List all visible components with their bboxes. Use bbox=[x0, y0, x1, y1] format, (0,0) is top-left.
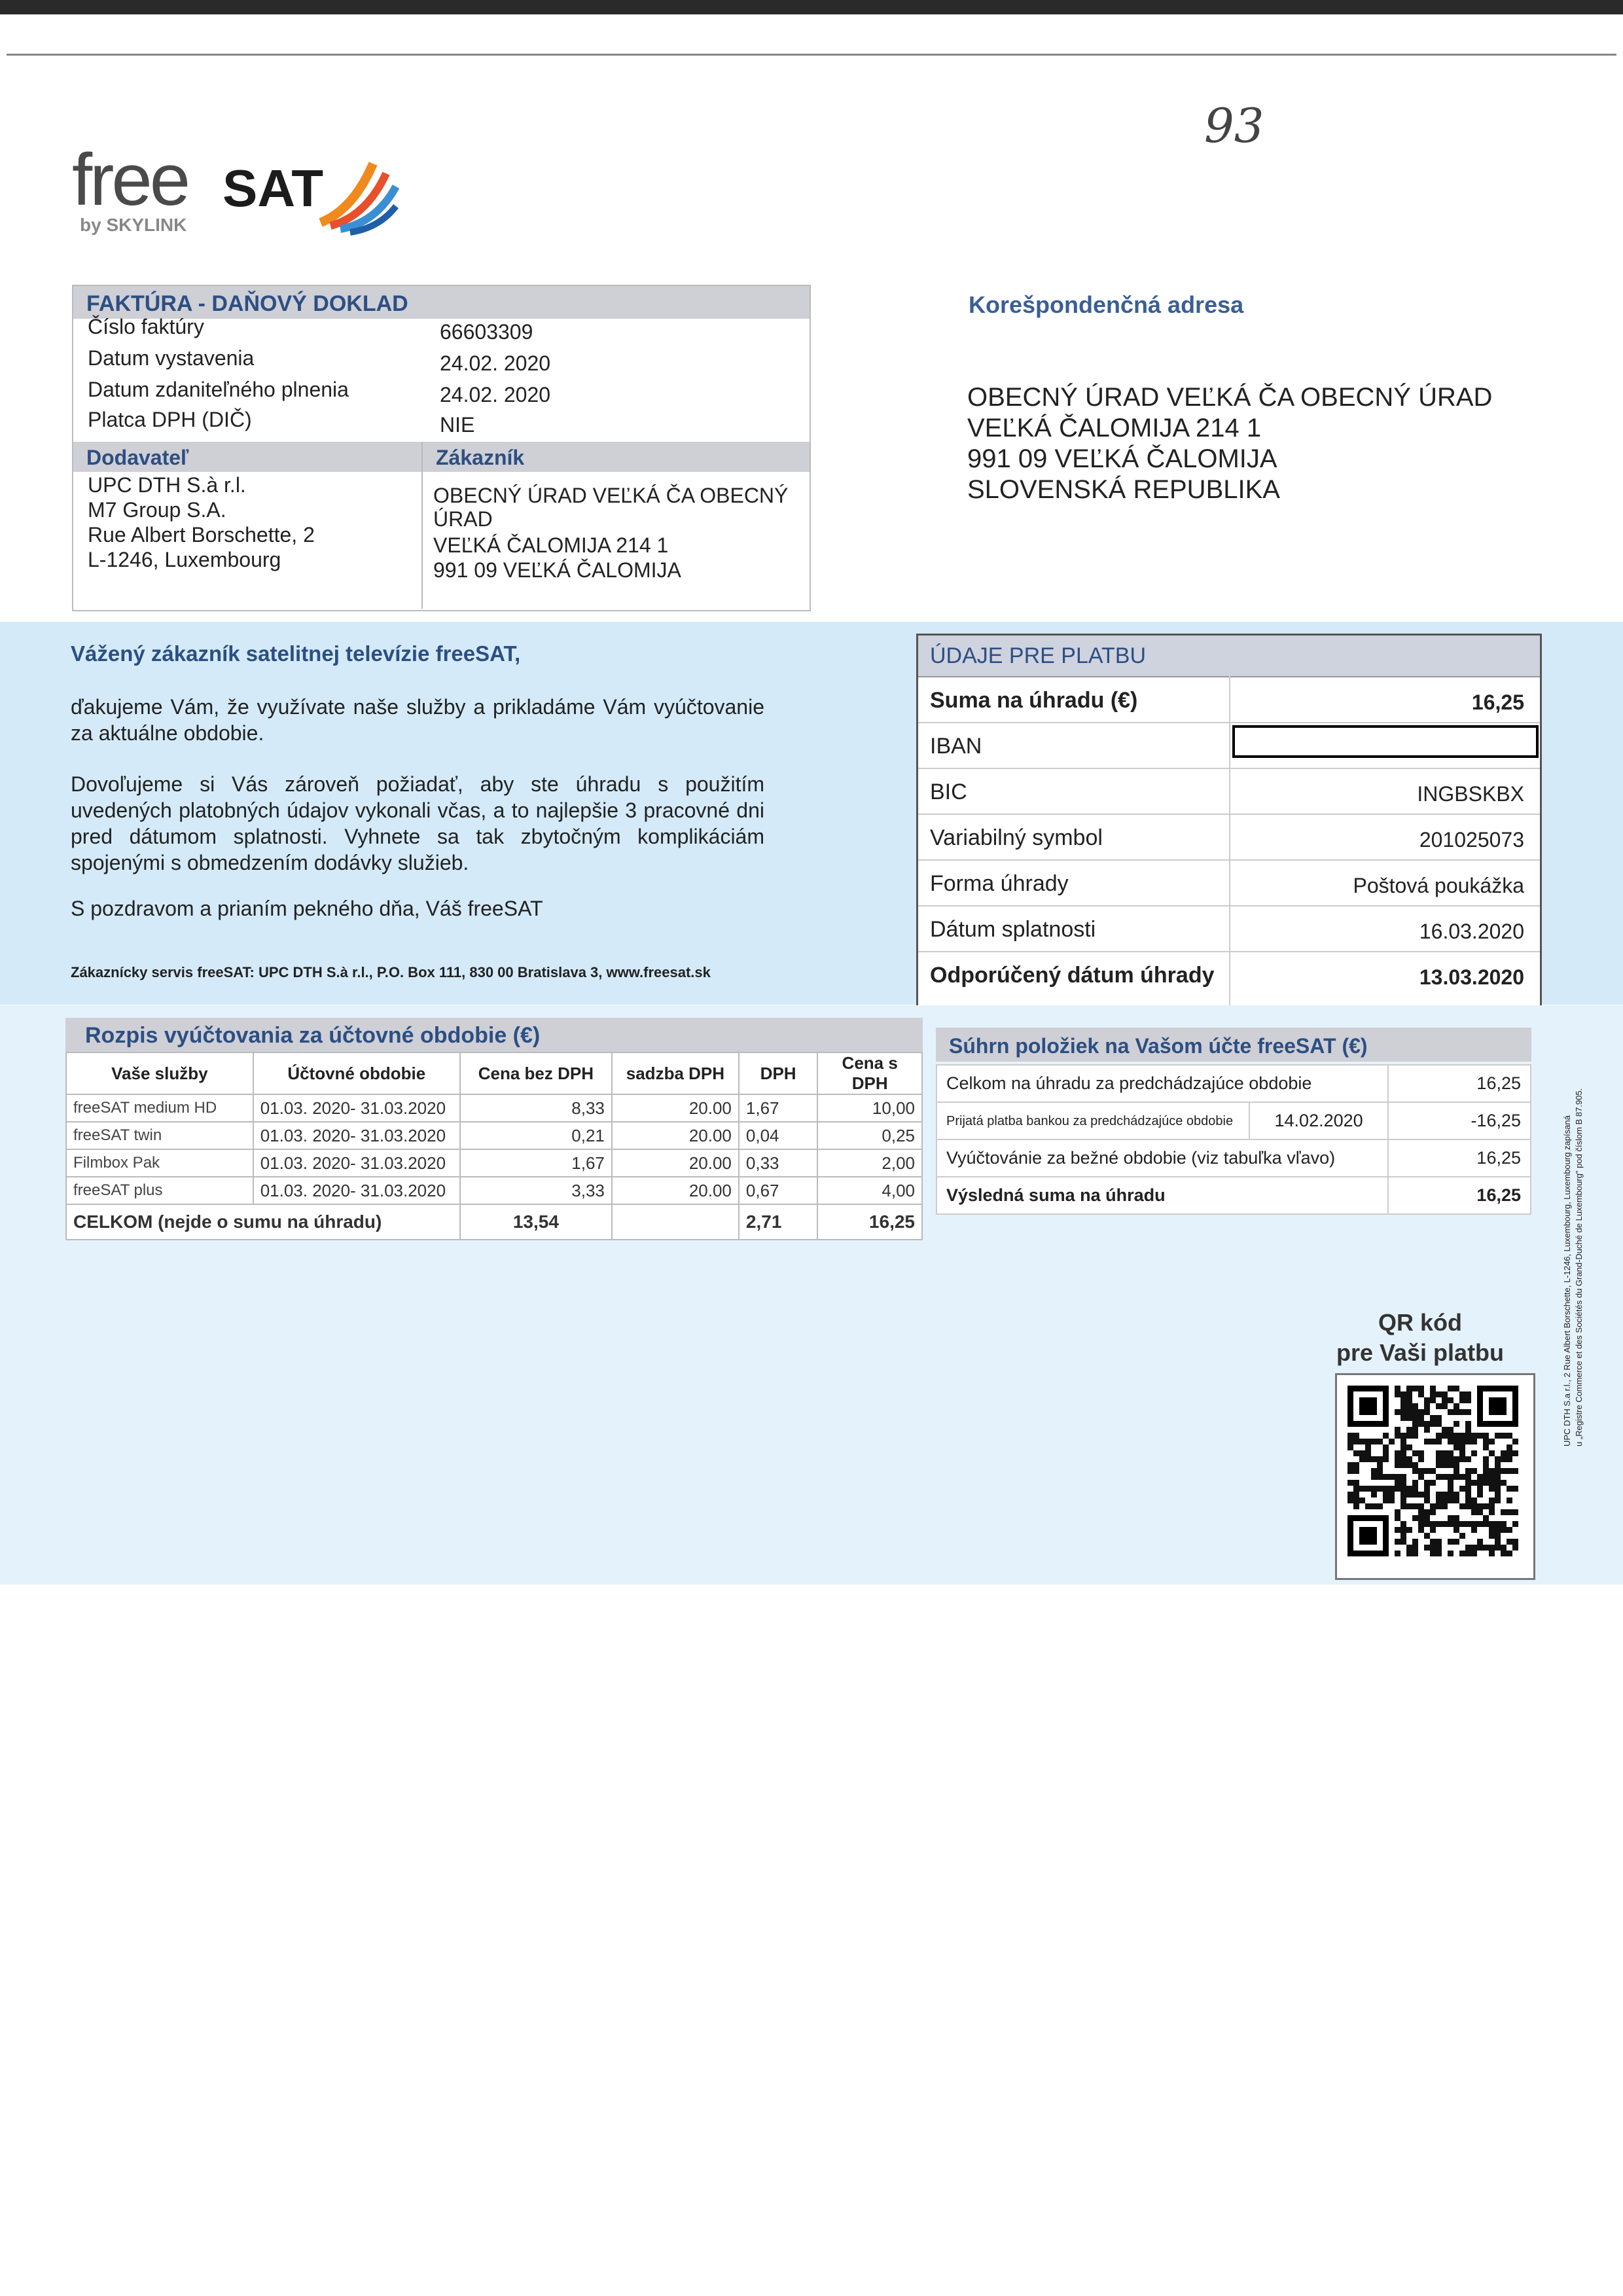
summary-value: 16,25 bbox=[1388, 1065, 1531, 1102]
qr-code bbox=[1335, 1373, 1535, 1580]
price-net: 1,67 bbox=[460, 1149, 612, 1177]
invoice-number-label: Číslo faktúry bbox=[88, 315, 204, 338]
payment-header bbox=[918, 636, 1540, 677]
payment-row-amount bbox=[918, 676, 1540, 723]
payment-label: Variabilný symbol bbox=[930, 825, 1103, 850]
payment-title: ÚDAJE PRE PLATBU bbox=[930, 643, 1147, 668]
service-name: freeSAT plus bbox=[66, 1177, 253, 1204]
vat-amount: 0,33 bbox=[739, 1149, 817, 1177]
customer-title: Zákazník bbox=[436, 446, 525, 469]
correspondence-line: 991 09 VEĽKÁ ČALOMIJA bbox=[967, 444, 1277, 473]
column-header: Účtovné obdobie bbox=[253, 1052, 460, 1094]
payment-box bbox=[916, 634, 1542, 1009]
customer-header bbox=[423, 442, 810, 472]
handwritten-note: 93 bbox=[1204, 98, 1264, 153]
customer-line: VEĽKÁ ČALOMIJA 214 1 bbox=[433, 533, 669, 557]
breakdown-title: Rozpis vyúčtovania za účtovné obdobie (€) bbox=[85, 1023, 541, 1048]
issue-date-label: Datum vystavenia bbox=[88, 346, 255, 370]
supplier-line: L-1246, Luxembourg bbox=[88, 548, 281, 571]
price-net: 3,33 bbox=[460, 1177, 612, 1204]
payment-label: IBAN bbox=[930, 734, 982, 759]
table-row bbox=[936, 1177, 1531, 1214]
vat-rate: 20.00 bbox=[612, 1177, 739, 1204]
column-header: Cena s DPH bbox=[817, 1052, 922, 1094]
customer-line: 991 09 VEĽKÁ ČALOMIJA bbox=[433, 558, 681, 582]
total-vat: 2,71 bbox=[739, 1204, 817, 1240]
payment-label: Dátum splatnosti bbox=[930, 917, 1096, 942]
summary-label: Prijatá platba bankou za predchádzajúce obdobie bbox=[936, 1102, 1249, 1139]
billing-period: 01.03. 2020- 31.03.2020 bbox=[253, 1149, 460, 1177]
billing-period: 01.03. 2020- 31.03.2020 bbox=[253, 1122, 460, 1149]
taxable-date-value: 24.02. 2020 bbox=[440, 383, 551, 406]
qr-title-line: QR kód bbox=[1378, 1309, 1462, 1336]
correspondence-line: VEĽKÁ ČALOMIJA 214 1 bbox=[967, 414, 1262, 442]
summary-label: Výsledná suma na úhradu bbox=[936, 1177, 1388, 1214]
payment-row-recommended-date bbox=[918, 951, 1540, 997]
scan-line bbox=[7, 54, 1616, 56]
taxable-date-label: Datum zdaniteľného plnenia bbox=[88, 378, 349, 401]
logo-by-text: by SKYLINK bbox=[80, 215, 187, 235]
scan-top-edge bbox=[0, 0, 1623, 14]
vat-amount: 1,67 bbox=[739, 1094, 817, 1122]
payment-label: Odporúčený dátum úhrady bbox=[930, 963, 1215, 988]
summary-table bbox=[936, 1064, 1531, 1215]
freesat-logo bbox=[72, 137, 347, 249]
table-row bbox=[66, 1094, 922, 1122]
qr-title-line: pre Vaši platbu bbox=[1336, 1339, 1505, 1366]
correspondence-title: Korešpondenčná adresa bbox=[969, 291, 1244, 318]
supplier-customer-divider bbox=[421, 442, 423, 609]
invoice-number-value: 66603309 bbox=[440, 320, 533, 344]
supplier-header bbox=[73, 442, 421, 472]
payment-value: 16.03.2020 bbox=[1419, 920, 1524, 943]
customer-line: ÚRAD bbox=[433, 507, 493, 531]
legal-side-line: UPC DTH S.a r.l., 2 Rue Albert Borschette, L-1246, Luxembourg, Luxembourg zapísaná bbox=[1562, 1115, 1572, 1446]
summary-value: 16,25 bbox=[1388, 1177, 1531, 1214]
logo-free-text: free bbox=[72, 139, 188, 221]
payment-row-iban bbox=[918, 722, 1540, 769]
payment-value: 13.03.2020 bbox=[1419, 965, 1524, 989]
letter-closing: S pozdravom a prianím pekného dňa, Váš freeSAT bbox=[71, 897, 543, 920]
payment-row-bic bbox=[918, 768, 1540, 815]
price-gross: 10,00 bbox=[817, 1094, 922, 1122]
vat-rate: 20.00 bbox=[612, 1149, 739, 1177]
qr-title bbox=[1335, 1308, 1505, 1368]
payment-label: Forma úhrady bbox=[930, 871, 1069, 896]
correspondence-line: OBECNÝ ÚRAD VEĽKÁ ČA OBECNÝ ÚRAD bbox=[967, 383, 1493, 412]
billing-period: 01.03. 2020- 31.03.2020 bbox=[253, 1094, 460, 1122]
letter-greeting: Vážený zákazník satelitnej televízie freeSAT, bbox=[71, 641, 521, 666]
billing-period: 01.03. 2020- 31.03.2020 bbox=[253, 1177, 460, 1204]
summary-date: 14.02.2020 bbox=[1249, 1102, 1388, 1139]
payment-row-due-date bbox=[918, 905, 1540, 952]
invoice-title: FAKTÚRA - DAŇOVÝ DOKLAD bbox=[86, 291, 408, 316]
payment-value: Poštová poukážka bbox=[1353, 874, 1524, 897]
breakdown-table bbox=[65, 1052, 923, 1240]
letter-paragraph-1: ďakujeme Vám, že využívate naše služby a prikladáme Vám vyúčtovanie za aktuálne obdobie. bbox=[71, 695, 764, 745]
qr-code-icon bbox=[1337, 1375, 1529, 1574]
price-gross: 4,00 bbox=[817, 1177, 922, 1204]
table-row bbox=[66, 1149, 922, 1177]
payment-value: INGBSKBX bbox=[1417, 782, 1524, 806]
table-total-row bbox=[66, 1204, 922, 1240]
column-header: Vaše služby bbox=[66, 1052, 253, 1094]
customer-line: OBECNÝ ÚRAD VEĽKÁ ČA OBECNÝ bbox=[433, 484, 789, 507]
legal-side-text bbox=[1561, 988, 1585, 1446]
service-name: freeSAT twin bbox=[66, 1122, 253, 1149]
invoice-title-bar bbox=[73, 286, 810, 319]
table-row bbox=[936, 1065, 1531, 1102]
vat-amount: 0,67 bbox=[739, 1177, 817, 1204]
breakdown-header bbox=[65, 1018, 923, 1052]
iban-redaction-box bbox=[1232, 725, 1539, 758]
letter-paragraph-2: Dovoľujeme si Vás zároveň požiadať, aby ste úhradu s použitím uvedených platobných údajov vykonali včas, a to najlepšie 3 pracovné dni pred dátumom splatnosti. Vyhnete sa tak zbytočným komplikáciám spojenými s obmedzením dodávky služieb. bbox=[71, 772, 764, 874]
legal-side-line: u „Registre Commerce et des Sociétés du Grand-Duché de Luxembourg" pod číslom B 87.905. bbox=[1574, 1088, 1584, 1446]
column-header: Cena bez DPH bbox=[460, 1052, 612, 1094]
total-label: CELKOM (nejde o sumu na úhradu) bbox=[66, 1204, 460, 1240]
total-net: 13,54 bbox=[460, 1204, 612, 1240]
summary-header bbox=[936, 1028, 1531, 1062]
price-gross: 2,00 bbox=[817, 1149, 922, 1177]
payment-row-method bbox=[918, 859, 1540, 906]
price-net: 8,33 bbox=[460, 1094, 612, 1122]
payment-value: 201025073 bbox=[1419, 828, 1524, 852]
vat-payer-value: NIE bbox=[440, 413, 475, 437]
issue-date-value: 24.02. 2020 bbox=[440, 351, 551, 375]
invoice-box bbox=[72, 285, 811, 611]
summary-value: -16,25 bbox=[1388, 1102, 1531, 1139]
vat-payer-label: Platca DPH (DIČ) bbox=[88, 408, 252, 431]
logo-swirl-icon bbox=[314, 151, 399, 236]
supplier-line: Rue Albert Borschette, 2 bbox=[88, 523, 315, 547]
payment-row-variable-symbol bbox=[918, 814, 1540, 861]
table-row bbox=[936, 1139, 1531, 1177]
payment-value: 16,25 bbox=[1471, 691, 1524, 714]
vat-rate: 20.00 bbox=[612, 1094, 739, 1122]
table-row bbox=[936, 1102, 1531, 1139]
summary-title: Súhrn položiek na Vašom účte freeSAT (€) bbox=[949, 1034, 1368, 1058]
price-gross: 0,25 bbox=[817, 1122, 922, 1149]
vat-amount: 0,04 bbox=[739, 1122, 817, 1149]
summary-label: Celkom na úhradu za predchádzajúce obdobie bbox=[936, 1065, 1388, 1102]
table-row bbox=[66, 1177, 922, 1204]
price-net: 0,21 bbox=[460, 1122, 612, 1149]
payment-label: Suma na úhradu (€) bbox=[930, 688, 1138, 713]
total-empty-cell bbox=[612, 1204, 739, 1240]
logo-sat-text: SAT bbox=[223, 159, 324, 217]
vat-rate: 20.00 bbox=[612, 1122, 739, 1149]
service-name: freeSAT medium HD bbox=[66, 1094, 253, 1122]
summary-label: Vyúčtovánie za bežné obdobie (viz tabuľka vľavo) bbox=[936, 1139, 1388, 1177]
supplier-line: M7 Group S.A. bbox=[88, 498, 226, 522]
column-header: sadzba DPH bbox=[612, 1052, 739, 1094]
correspondence-line: SLOVENSKÁ REPUBLIKA bbox=[967, 475, 1280, 504]
service-name: Filmbox Pak bbox=[66, 1149, 253, 1177]
summary-value: 16,25 bbox=[1388, 1139, 1531, 1177]
table-row bbox=[66, 1122, 922, 1149]
supplier-line: UPC DTH S.à r.l. bbox=[88, 473, 246, 497]
column-header: DPH bbox=[739, 1052, 817, 1094]
customer-service-line: Zákaznícky servis freeSAT: UPC DTH S.à r.l., P.O. Box 111, 830 00 Bratislava 3, www.freesat.sk bbox=[71, 964, 711, 980]
supplier-title: Dodavateľ bbox=[86, 446, 189, 469]
payment-label: BIC bbox=[930, 780, 967, 804]
total-gross: 16,25 bbox=[817, 1204, 922, 1240]
